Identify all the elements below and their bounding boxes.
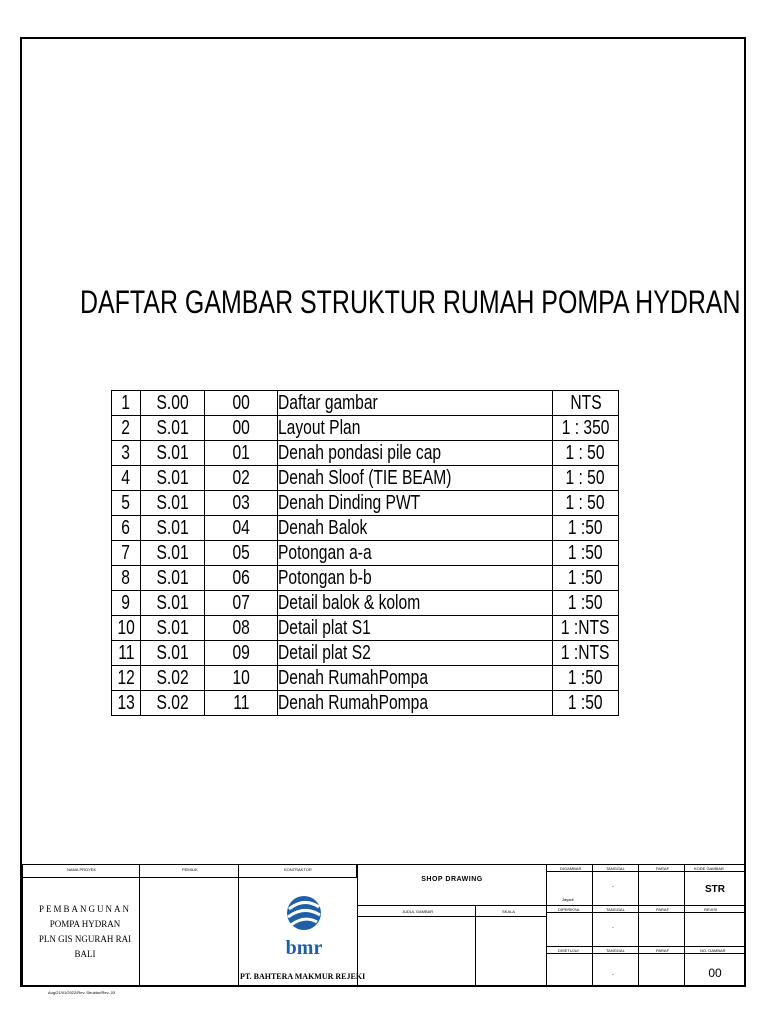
cell-no-text: 4	[121, 467, 131, 489]
cell-no-text: 11	[117, 642, 135, 664]
cell-rev	[205, 566, 278, 591]
cell-name	[278, 641, 553, 666]
label-tanggal-1: TANGGAL	[606, 866, 625, 871]
cell-scale-text: 1 : 350	[561, 417, 610, 439]
project-line-1: PEMBANGUNAN	[38, 904, 131, 914]
cell-code-text: S.01	[156, 517, 189, 539]
title-block	[22, 864, 746, 987]
cell-name-text: Potongan a-a	[278, 542, 372, 564]
cell-rev-text: 11	[232, 692, 250, 714]
cell-no	[112, 641, 141, 666]
table-row	[112, 441, 619, 466]
cell-no	[112, 616, 141, 641]
cell-code-text: S.02	[156, 667, 189, 689]
label-kode-gambar: KODE GAMBAR	[694, 866, 724, 871]
cell-scale-text: NTS	[569, 392, 602, 414]
cell-scale	[553, 541, 619, 566]
project-line-3: PLN GIS NGURAH RAI BALI	[38, 934, 132, 959]
cell-name-text: Layout Plan	[278, 417, 361, 439]
cell-code-text: S.01	[156, 467, 189, 489]
cell-no-text: 8	[121, 567, 131, 589]
cell-rev-text: 03	[232, 492, 250, 514]
cell-rev-text: 00	[232, 392, 250, 414]
shop-drawing-label: SHOP DRAWING	[421, 876, 483, 883]
cell-name	[278, 691, 553, 716]
cell-code-text: S.01	[156, 442, 189, 464]
label-digambar: DIGAMBAR	[560, 866, 582, 871]
cell-name-text: Denah Dinding PWT	[278, 492, 421, 514]
drawing-list-table	[111, 390, 619, 716]
judul-gambar-cell	[357, 905, 476, 987]
cell-code-text: S.01	[156, 592, 189, 614]
cell-name-text: Denah RumahPompa	[278, 667, 429, 689]
cell-rev	[205, 391, 278, 416]
table-row	[112, 416, 619, 441]
skala-cell	[475, 905, 547, 987]
label-paraf-1: PARAF	[656, 866, 670, 871]
cell-rev-text: 05	[232, 542, 250, 564]
kode-gambar-value: STR	[705, 884, 725, 895]
label-paraf-3: PARAF	[656, 948, 670, 953]
bmr-logo-icon	[284, 889, 324, 964]
cell-code-text: S.01	[156, 542, 189, 564]
cell-code-text: S.01	[156, 617, 189, 639]
cell-no-text: 1	[121, 392, 131, 414]
table-row	[112, 541, 619, 566]
cell-name	[278, 441, 553, 466]
cell-name-text: Detail balok & kolom	[278, 592, 421, 614]
drawn-by: Jayadi	[562, 897, 574, 902]
label-diperiksa: DIPERIKSA	[558, 907, 580, 912]
cell-name-text: Denah pondasi pile cap	[278, 442, 442, 464]
cell-scale	[553, 391, 619, 416]
cell-rev	[205, 641, 278, 666]
cell-no-text: 13	[117, 692, 135, 714]
table-row	[112, 491, 619, 516]
cell-no	[112, 666, 141, 691]
cell-name	[278, 466, 553, 491]
cell-scale-text: 1 :50	[568, 567, 603, 589]
cell-no	[112, 466, 141, 491]
cell-scale-text: 1 :NTS	[561, 642, 610, 664]
table-row	[112, 566, 619, 591]
cell-rev	[205, 616, 278, 641]
cell-code-text: S.02	[156, 692, 189, 714]
cell-name	[278, 591, 553, 616]
label-judul-gambar: JUDUL GAMBAR	[402, 909, 434, 914]
cell-no	[112, 566, 141, 591]
cell-name-text: Detail plat S2	[278, 642, 371, 664]
cell-rev	[205, 416, 278, 441]
logo-text: bmr	[285, 937, 323, 959]
cell-name	[278, 616, 553, 641]
cell-code	[141, 516, 205, 541]
cell-no-text: 5	[121, 492, 131, 514]
cell-code	[141, 466, 205, 491]
cell-no	[112, 516, 141, 541]
cell-code-text: S.01	[156, 417, 189, 439]
cell-name	[278, 516, 553, 541]
cell-name	[278, 541, 553, 566]
no-gambar-value: 00	[708, 966, 722, 980]
cell-scale	[553, 641, 619, 666]
cell-name	[278, 391, 553, 416]
footer-note: Aug/21/01/2022/Rev. Struktur/Rev.-03	[48, 990, 116, 995]
judul-header	[357, 905, 547, 917]
cell-rev	[205, 466, 278, 491]
cell-scale-text: 1 :50	[568, 692, 603, 714]
cell-name	[278, 666, 553, 691]
cell-scale-text: 1 :NTS	[561, 617, 610, 639]
cell-name	[278, 566, 553, 591]
cell-no-text: 12	[117, 667, 135, 689]
cell-code-text: S.00	[156, 392, 189, 414]
cell-scale	[553, 416, 619, 441]
cell-no-text: 10	[117, 617, 135, 639]
table-row	[112, 516, 619, 541]
cell-code-text: S.01	[156, 642, 189, 664]
cell-name-text: Detail plat S1	[278, 617, 371, 639]
cell-no	[112, 591, 141, 616]
cell-scale	[553, 516, 619, 541]
cell-scale	[553, 666, 619, 691]
label-disetujui: DISETUJUI	[558, 948, 579, 953]
cell-scale	[553, 441, 619, 466]
cell-rev	[205, 591, 278, 616]
cell-rev-text: 08	[232, 617, 250, 639]
cell-rev	[205, 691, 278, 716]
cell-scale-text: 1 :50	[568, 667, 603, 689]
cell-name-text: Denah Balok	[278, 517, 368, 539]
cell-no	[112, 391, 141, 416]
cell-code-text: S.01	[156, 567, 189, 589]
cell-scale-text: 1 :50	[568, 517, 603, 539]
cell-rev	[205, 441, 278, 466]
cell-rev	[205, 666, 278, 691]
table-row	[112, 691, 619, 716]
cell-scale-text: 1 : 50	[565, 442, 606, 464]
project-line-2: POMPA HYDRAN	[49, 919, 121, 929]
cell-rev	[205, 516, 278, 541]
cell-no	[112, 691, 141, 716]
label-tanggal-2: TANGGAL	[606, 907, 625, 912]
tanggal-value-3: -	[612, 972, 614, 978]
label-skala: SKALA	[502, 909, 515, 914]
cell-code-text: S.01	[156, 492, 189, 514]
table-row	[112, 666, 619, 691]
shop-drawing-cell	[357, 864, 547, 906]
cell-code	[141, 391, 205, 416]
cell-code	[141, 641, 205, 666]
cell-rev	[205, 491, 278, 516]
cell-no	[112, 441, 141, 466]
label-no-gambar: NO. GAMBAR	[700, 948, 726, 953]
cell-code	[141, 691, 205, 716]
owner-column	[139, 864, 239, 987]
label-kontraktor: KONTRAKTOR	[284, 867, 312, 872]
label-paraf-2: PARAF	[656, 907, 670, 912]
tanggal-value-2: -	[612, 925, 614, 931]
cell-no	[112, 491, 141, 516]
cell-rev-text: 00	[232, 417, 250, 439]
cell-name	[278, 491, 553, 516]
label-pemilik: PEMILIK	[182, 867, 198, 872]
cell-no-text: 7	[121, 542, 131, 564]
cell-code	[141, 666, 205, 691]
page-title: DAFTAR GAMBAR STRUKTUR RUMAH POMPA HYDRAN	[80, 284, 741, 320]
cell-name-text: Daftar gambar	[278, 392, 378, 414]
cell-no-text: 9	[121, 592, 131, 614]
cell-name-text: Denah RumahPompa	[278, 692, 429, 714]
cell-scale	[553, 491, 619, 516]
label-nama-proyek: NAMA PROYEK	[67, 867, 97, 872]
label-tanggal-3: TANGGAL	[606, 948, 625, 953]
cell-name-text: Denah Sloof (TIE BEAM)	[278, 467, 452, 489]
cell-scale-text: 1 :50	[568, 542, 603, 564]
cell-scale-text: 1 : 50	[565, 467, 606, 489]
cell-rev-text: 07	[232, 592, 250, 614]
label-revisi: REVISI	[704, 907, 718, 912]
cell-code	[141, 541, 205, 566]
cell-rev	[205, 541, 278, 566]
cell-scale	[553, 691, 619, 716]
cell-code	[141, 616, 205, 641]
cell-rev-text: 09	[232, 642, 250, 664]
cell-scale	[553, 466, 619, 491]
cell-scale	[553, 591, 619, 616]
cell-name-text: Potongan b-b	[278, 567, 372, 589]
cell-rev-text: 01	[232, 442, 250, 464]
cell-scale	[553, 566, 619, 591]
cell-code	[141, 441, 205, 466]
cell-rev-text: 06	[232, 567, 250, 589]
cell-code	[141, 491, 205, 516]
cell-rev-text: 04	[232, 517, 250, 539]
cell-name	[278, 416, 553, 441]
cell-no-text: 6	[121, 517, 131, 539]
table-row	[112, 391, 619, 416]
project-name	[30, 902, 140, 962]
cell-scale	[553, 616, 619, 641]
table-row	[112, 641, 619, 666]
cell-scale-text: 1 :50	[568, 592, 603, 614]
cell-no	[112, 541, 141, 566]
cell-no	[112, 416, 141, 441]
cell-no-text: 3	[121, 442, 131, 464]
cell-scale-text: 1 : 50	[565, 492, 606, 514]
cell-code	[141, 591, 205, 616]
cell-code	[141, 566, 205, 591]
table-row	[112, 591, 619, 616]
table-row	[112, 616, 619, 641]
cell-rev-text: 10	[232, 667, 250, 689]
tanggal-value-1: -	[612, 884, 614, 890]
table-row	[112, 466, 619, 491]
cell-code	[141, 416, 205, 441]
cell-no-text: 2	[121, 417, 131, 439]
cell-rev-text: 02	[232, 467, 250, 489]
company-name: PT. BAHTERA MAKMUR REJEKI	[240, 972, 366, 981]
